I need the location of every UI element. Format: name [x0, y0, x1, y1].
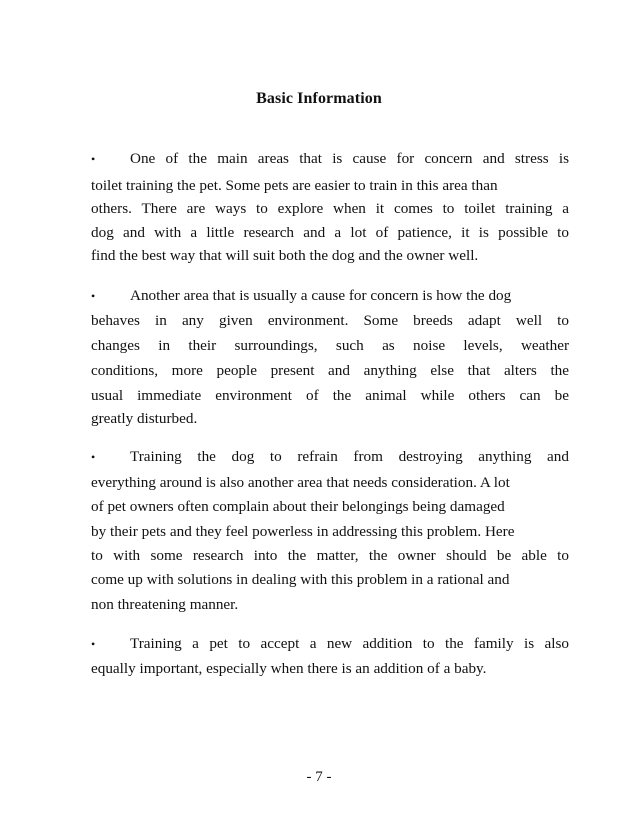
paragraph-text-line: conditions, more people present and anything else that alters the: [91, 362, 569, 379]
paragraph-text-line: others. There are ways to explore when it comes to toilet training a: [91, 200, 569, 217]
bullet-icon: •: [91, 637, 96, 651]
paragraph-text-line: dog and with a little research and a lot of patience, it is possible to: [91, 224, 569, 241]
paragraph-text-line: non threatening manner.: [91, 596, 239, 613]
bullet-icon: •: [91, 450, 96, 464]
bullet-icon: •: [91, 152, 96, 166]
paragraph-text-line: equally important, especially when there is an addition of a baby.: [91, 660, 487, 677]
paragraph-text-line: One of the main areas that is cause for concern and stress is: [130, 150, 569, 167]
paragraph-text-line: changes in their surroundings, such as noise levels, weather: [91, 337, 569, 354]
paragraph-text-line: behaves in any given environment. Some breeds adapt well to: [91, 312, 569, 329]
paragraph-text-line: find the best way that will suit both the dog and the owner well.: [91, 247, 479, 264]
paragraph-text-line: to with some research into the matter, the owner should be able to: [91, 547, 569, 564]
paragraph-text-line: usual immediate environment of the animal while others can be: [91, 387, 569, 404]
bullet-icon: •: [91, 289, 96, 303]
paragraph-text-line: of pet owners often complain about their belongings being damaged: [91, 498, 505, 515]
paragraph-text-line: greatly disturbed.: [91, 410, 198, 427]
paragraph-text-line: Another area that is usually a cause for concern is how the dog: [130, 287, 512, 304]
paragraph-text-line: Training a pet to accept a new addition to the family is also: [130, 635, 569, 652]
paragraph-text-line: by their pets and they feel powerless in addressing this problem. Here: [91, 523, 515, 540]
page-number: - 7 -: [306, 769, 332, 785]
paragraph-text-line: everything around is also another area that needs consideration. A lot: [91, 474, 510, 491]
paragraph-text-line: Training the dog to refrain from destroying anything and: [130, 448, 569, 465]
paragraph-text-line: toilet training the pet. Some pets are easier to train in this area than: [91, 177, 498, 194]
paragraph-text-line: come up with solutions in dealing with this problem in a rational and: [91, 571, 510, 588]
page-title: Basic Information: [256, 90, 382, 107]
